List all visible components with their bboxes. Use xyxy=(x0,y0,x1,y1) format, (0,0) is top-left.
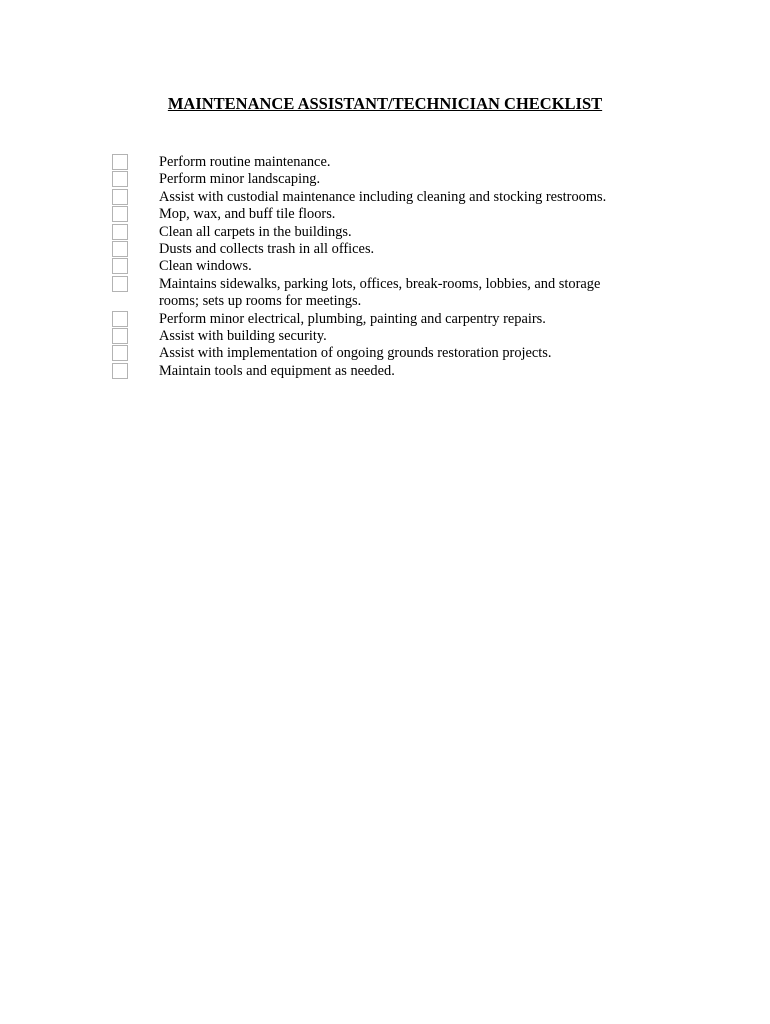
page-title: MAINTENANCE ASSISTANT/TECHNICIAN CHECKLIST xyxy=(167,94,603,113)
checklist-item xyxy=(112,345,672,362)
checklist-item-label: Assist with custodial maintenance including cleaning and stocking restrooms. xyxy=(159,188,607,205)
checklist-item-label: Maintain tools and equipment as needed. xyxy=(159,362,395,379)
checklist-item xyxy=(112,258,672,275)
checklist-item-label: Mop, wax, and buff tile floors. xyxy=(159,206,336,223)
checkbox[interactable] xyxy=(112,206,128,222)
checkbox[interactable] xyxy=(112,154,128,170)
checklist-item-label: Dusts and collects trash in all offices. xyxy=(159,241,375,258)
checklist-item xyxy=(112,171,672,188)
checkbox[interactable] xyxy=(112,224,128,240)
checklist-item xyxy=(112,206,672,223)
checkbox[interactable] xyxy=(112,276,128,292)
checklist-item-label: Perform minor electrical, plumbing, painting and carpentry repairs. xyxy=(159,310,546,327)
checkbox[interactable] xyxy=(112,171,128,187)
checklist-item xyxy=(112,311,672,328)
checkbox[interactable] xyxy=(112,363,128,379)
checklist-item xyxy=(112,224,672,241)
checklist xyxy=(112,154,672,380)
checkbox[interactable] xyxy=(112,345,128,361)
checkbox[interactable] xyxy=(112,328,128,344)
checklist-item xyxy=(112,363,672,380)
checklist-item xyxy=(112,154,672,171)
checklist-item xyxy=(112,276,672,311)
checklist-item-label: Perform minor landscaping. xyxy=(159,171,321,188)
checklist-item-label: Perform routine maintenance. xyxy=(159,154,331,170)
checkbox[interactable] xyxy=(112,241,128,257)
checklist-item-label: Clean windows. xyxy=(159,258,252,275)
checklist-item xyxy=(112,241,672,258)
checkbox[interactable] xyxy=(112,311,128,327)
checklist-item-label: Assist with building security. xyxy=(159,328,327,345)
checklist-item xyxy=(112,328,672,345)
checkbox[interactable] xyxy=(112,258,128,274)
checklist-item xyxy=(112,189,672,206)
checkbox[interactable] xyxy=(112,189,128,205)
checklist-item-label: Assist with implementation of ongoing grounds restoration projects. xyxy=(159,345,552,362)
checklist-item-label: Maintains sidewalks, parking lots, offices, break-rooms, lobbies, and storage rooms; sets up rooms for meetings. xyxy=(159,275,601,310)
checklist-item-label: Clean all carpets in the buildings. xyxy=(159,223,352,240)
